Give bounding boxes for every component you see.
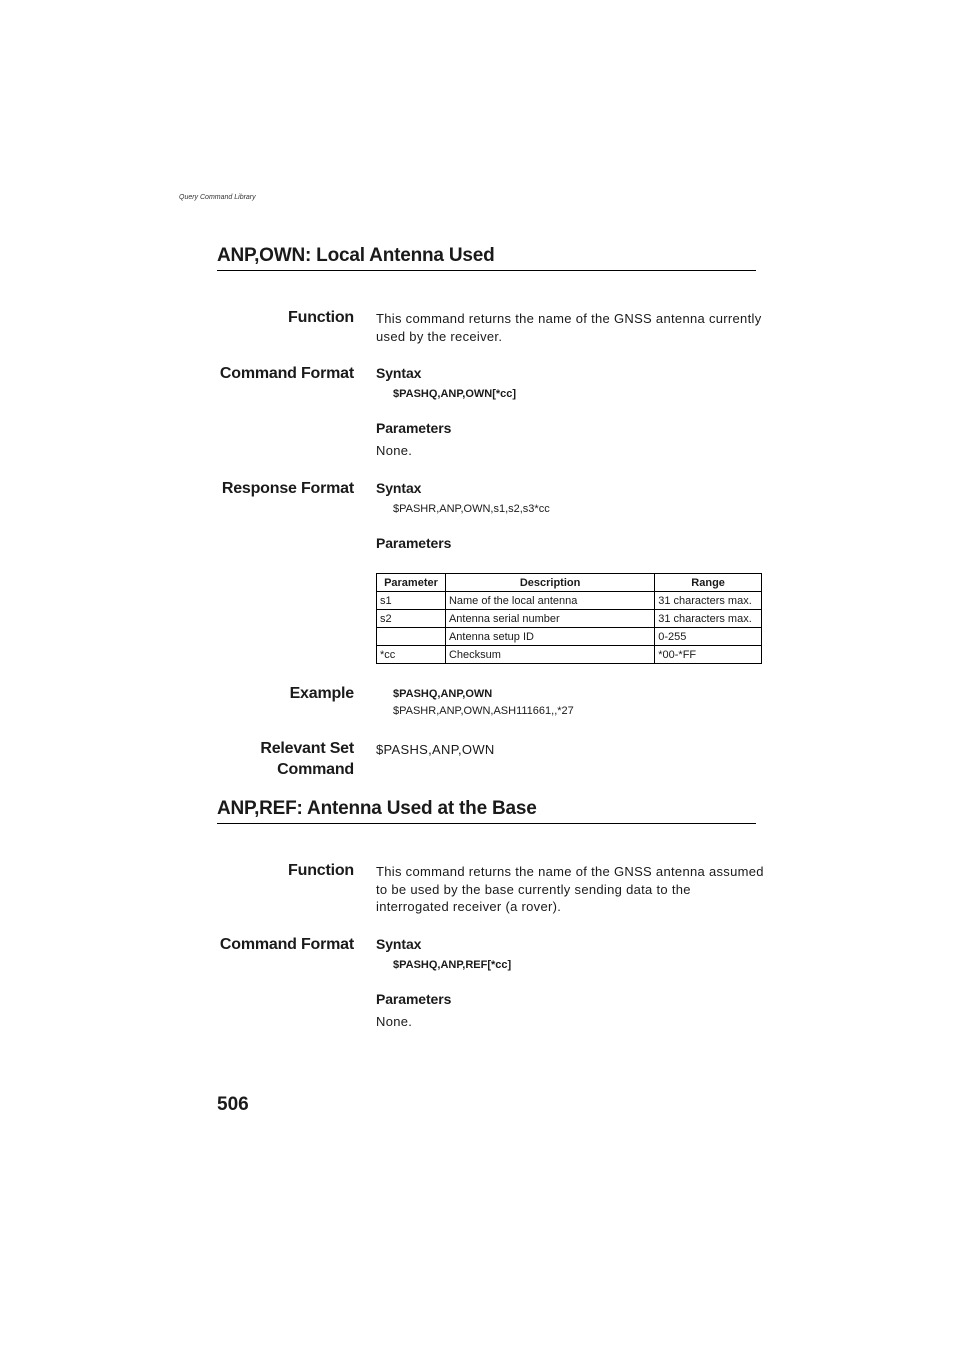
command-syntax: $PASHQ,ANP,REF[*cc]: [393, 959, 512, 971]
table-cell: Name of the local antenna: [445, 592, 654, 610]
function-text: This command returns the name of the GNSS antenna currently used by the receiver.: [376, 311, 762, 344]
table-cell: 31 characters max.: [655, 610, 762, 628]
response-format-label: Response Format: [221, 480, 354, 497]
table-cell: [377, 628, 446, 646]
table-row: [377, 610, 762, 628]
relevant-set-command-label: [194, 738, 354, 780]
section-title-anp-own: ANP,OWN: Local Antenna Used: [217, 245, 756, 271]
page-number: 506: [217, 1094, 249, 1115]
function-label: Function: [288, 862, 354, 879]
syntax-label: Syntax: [376, 936, 422, 952]
command-params: None.: [376, 1014, 413, 1029]
example-command: $PASHQ,ANP,OWN: [393, 688, 493, 700]
command-format-label: Command Format: [219, 365, 354, 382]
table-cell: *cc: [377, 646, 446, 664]
table-cell: s2: [377, 610, 446, 628]
table-row: [377, 592, 762, 610]
example-label: Example: [289, 685, 354, 702]
parameters-label: Parameters: [376, 420, 452, 436]
command-params: None.: [376, 443, 413, 458]
command-syntax: $PASHQ,ANP,OWN[*cc]: [393, 388, 517, 400]
command-format-label: Command Format: [219, 936, 354, 953]
example-response: $PASHR,ANP,OWN,ASH111661,,*27: [393, 705, 574, 717]
function-label: Function: [288, 309, 354, 326]
table-cell: Antenna serial number: [445, 610, 654, 628]
table-header-cell: Range: [655, 574, 762, 592]
table-cell: Checksum: [445, 646, 654, 664]
parameters-label: Parameters: [376, 991, 452, 1007]
table-cell: 31 characters max.: [655, 592, 762, 610]
table-cell: 0-255: [655, 628, 762, 646]
function-text: This command returns the name of the GNSS antenna assumed to be used by the base currently sending data to the interrogated receiver (a rover).: [376, 864, 764, 914]
relevant-label-line1: Relevant Set: [260, 740, 354, 757]
table-header-row: [377, 574, 762, 592]
table-row: [377, 646, 762, 664]
table-cell: *00-*FF: [655, 646, 762, 664]
syntax-label: Syntax: [376, 365, 422, 381]
parameters-table: [376, 573, 762, 664]
table-header-cell: Description: [445, 574, 654, 592]
running-header: Query Command Library: [179, 194, 256, 201]
section-title-anp-ref: ANP,REF: Antenna Used at the Base: [217, 798, 756, 824]
relevant-set-command-value: $PASHS,ANP,OWN: [376, 742, 495, 757]
relevant-label-line2: Command: [277, 761, 354, 778]
table-cell: s1: [377, 592, 446, 610]
table-row: [377, 628, 762, 646]
response-syntax: $PASHR,ANP,OWN,s1,s2,s3*cc: [393, 503, 550, 515]
table-header-cell: Parameter: [377, 574, 446, 592]
response-syntax-label: Syntax: [376, 480, 422, 496]
response-parameters-label: Parameters: [376, 535, 452, 551]
table-cell: Antenna setup ID: [445, 628, 654, 646]
